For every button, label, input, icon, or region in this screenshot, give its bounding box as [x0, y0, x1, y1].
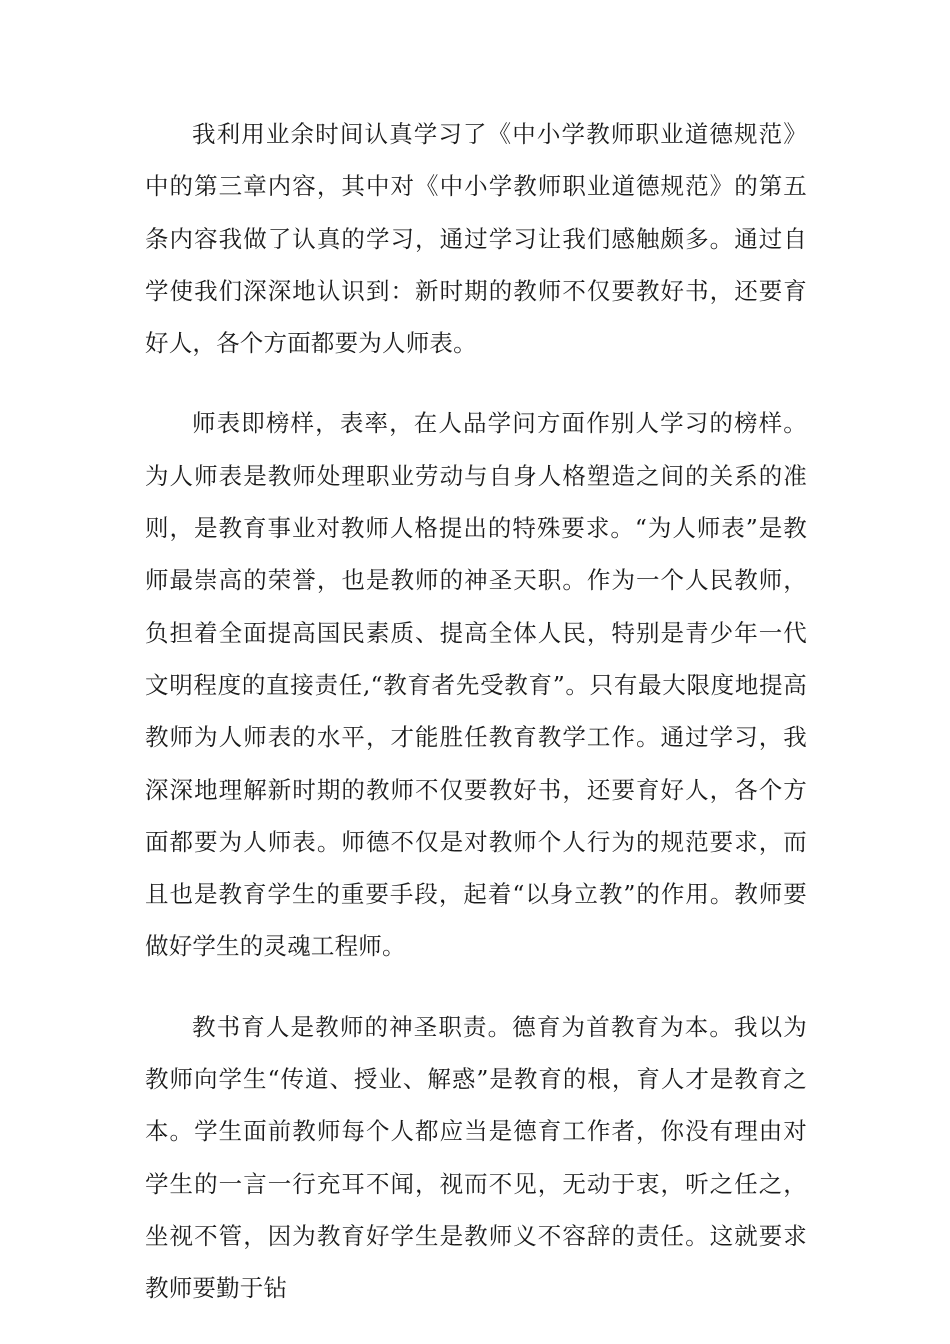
paragraph-3: 教书育人是教师的神圣职责。德育为首教育为本。我以为教师向学生“传道、授业、解惑”是教育的根，育人才是教育之本。学生面前教师每个人都应当是德育工作者，你没有理由对学生的一言一行充耳不闻，视而不见，无动于衷，听之任之，坐视不管，因为教育好学生是教师义不容辞的责任。这就要求教师要勤于钻 [145, 1012, 807, 1303]
paragraph-1: 我利用业余时间认真学习了《中小学教师职业道德规范》中的第三章内容，其中对《中小学教师职业道德规范》的第五条内容我做了认真的学习，通过学习让我们感触颇多。通过自学使我们深深地认识到：新时期的教师不仅要教好书，还要育好人，各个方面都要为人师表。 [145, 120, 807, 358]
paragraph-2: 师表即榜样，表率，在人品学问方面作别人学习的榜样。为人师表是教师处理职业劳动与自身人格塑造之间的关系的准则，是教育事业对教师人格提出的特殊要求。“为人师表”是教师最崇高的荣誉，也是教师的神圣天职。作为一个人民教师，负担着全面提高国民素质、提高全体人民，特别是青少年一代文明程度的直接责任,“教育者先受教育”。只有最大限度地提高教师为人师表的水平，才能胜任教育教学工作。通过学习，我深深地理解新时期的教师不仅要教好书，还要育好人，各个方面都要为人师表。师德不仅是对教师个人行为的规范要求，而且也是教育学生的重要手段，起着“以身立教”的作用。教师要做好学生的灵魂工程师。 [145, 409, 808, 961]
document-body [145, 108, 807, 1315]
